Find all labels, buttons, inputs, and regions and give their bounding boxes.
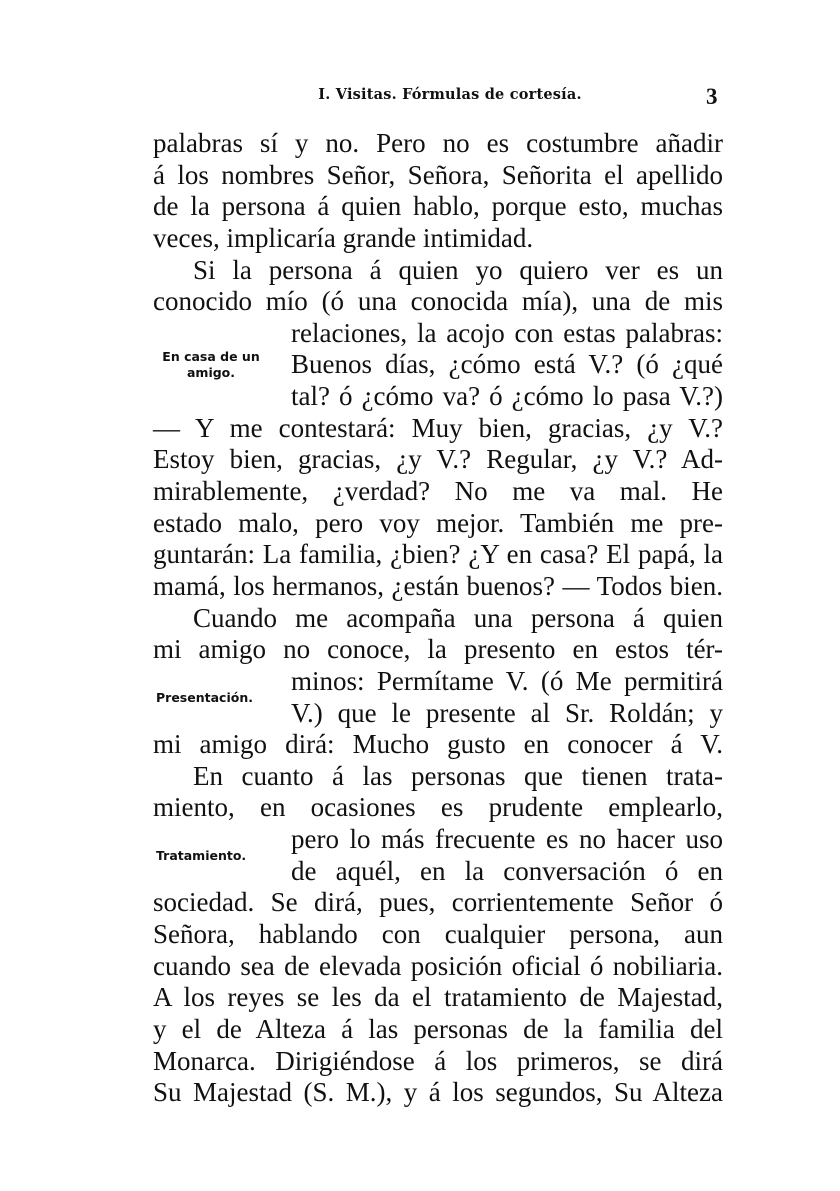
text-line: minos: Permítame V. (ó Me permitirá — [291, 665, 723, 696]
text-line: palabras sí y no. Pero no es costumbre añadir — [153, 128, 723, 158]
margin-note-presentation: Presentación. — [156, 690, 253, 705]
text-line: miento, en ocasiones es prudente emplearlo, — [153, 792, 723, 823]
margin-note-line: amigo. — [186, 365, 236, 380]
text-line: guntarán: La familia, ¿bien? ¿Y en casa? El papá, la — [153, 539, 723, 570]
text-line: cuando sea de elevada posición oficial ó nobiliaria. — [153, 950, 723, 981]
text-line: Cuando me acompaña una persona á quien — [193, 602, 723, 633]
text-line: Su Majestad (S. M.), y á los segundos, Su Alteza — [153, 1077, 723, 1108]
text-line: mi amigo no conoce, la presento en estos tér- — [153, 634, 723, 665]
text-line: A los reyes se les da el tratamiento de Majestad, — [153, 982, 723, 1013]
text-line: estado malo, pero voy mejor. También me pre- — [153, 507, 723, 538]
page-number: 3 — [706, 84, 718, 109]
text-line: mirablemente, ¿verdad? No me va mal. He — [153, 476, 723, 507]
text-line: Monarca. Dirigiéndose á los primeros, se dirá — [153, 1045, 723, 1076]
text-line: Buenos días, ¿cómo está V.? (ó ¿qué — [291, 349, 723, 380]
text-line: veces, implicaría grande intimidad. — [153, 222, 534, 253]
text-line: de la persona á quien hablo, porque esto, muchas — [153, 191, 723, 222]
text-line: de aquél, en la conversación ó en — [291, 855, 723, 886]
text-line: mi amigo dirá: Mucho gusto en conocer á V. — [153, 729, 723, 760]
text-line: En cuanto á las personas que tienen trata- — [193, 760, 723, 791]
text-line: Estoy bien, gracias, ¿y V.? Regular, ¿y V.? Ad- — [153, 444, 723, 475]
text-line: relaciones, la acojo con estas palabras: — [291, 317, 723, 348]
text-line: á los nombres Señor, Señora, Señorita el apellido — [153, 159, 723, 190]
body-text — [153, 128, 723, 1109]
margin-note-line: En casa de un — [162, 349, 260, 364]
margin-note-treatment: Tratamiento. — [156, 848, 247, 863]
text-line: — Y me contestará: Muy bien, gracias, ¿y V.? — [153, 412, 723, 443]
text-line: Si la persona á quien yo quiero ver es un — [193, 254, 723, 285]
text-line: mamá, los hermanos, ¿están buenos? — Todos bien. — [153, 570, 723, 601]
running-header: I. Visitas. Fórmulas de cortesía. — [318, 86, 582, 103]
text-line: y el de Alteza á las personas de la familia del — [153, 1013, 723, 1044]
text-line: conocido mío (ó una conocida mía), una de mis — [153, 286, 723, 317]
text-line: tal? ó ¿cómo va? ó ¿cómo lo pasa V.?) — [291, 381, 723, 412]
text-line: pero lo más frecuente es no hacer uso — [291, 824, 723, 855]
text-line: V.) que le presente al Sr. Roldán; y — [291, 697, 723, 728]
text-line: sociedad. Se dirá, pues, corrientemente Señor ó — [153, 887, 723, 918]
text-line: Señora, hablando con cualquier persona, aun — [153, 919, 723, 950]
